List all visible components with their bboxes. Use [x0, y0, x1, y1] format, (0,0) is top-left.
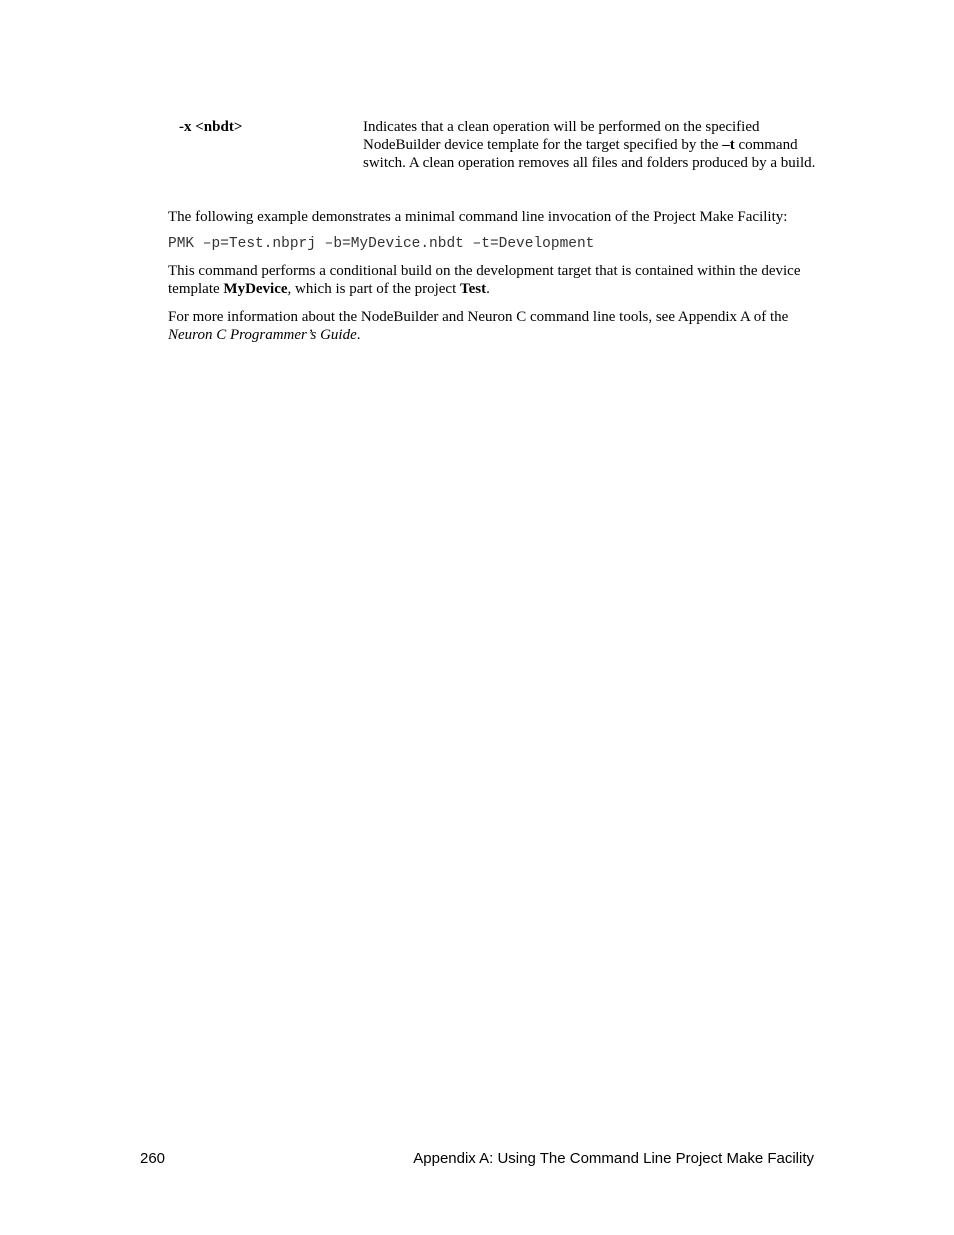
switch-name: –t — [722, 137, 735, 153]
device-template-name: MyDevice — [223, 281, 288, 297]
example-intro-paragraph: The following example demonstrates a minimal command line invocation of the Project Make Facility: — [168, 209, 788, 225]
guide-title: Neuron C Programmer’s Guide — [168, 327, 357, 343]
explanation-text: This command performs a conditional build on the development target that is contained within the device template — [168, 263, 801, 297]
example-explanation-paragraph — [168, 262, 818, 298]
option-term: -x <nbdt> — [179, 119, 243, 135]
more-info-text-end: . — [356, 327, 361, 343]
explanation-text-cont: , which is part of the project — [287, 281, 460, 297]
footer-title: Appendix A: Using The Command Line Project Make Facility — [413, 1150, 814, 1167]
option-definition-row — [179, 118, 819, 198]
option-description — [363, 118, 819, 172]
more-info-text: For more information about the NodeBuilder and Neuron C command line tools, see Appendix A of the — [168, 309, 789, 325]
option-description-text-cont: command switch. A clean operation removes all files and folders produced by a build. — [363, 137, 816, 171]
explanation-text-end: . — [486, 281, 490, 297]
page-number: 260 — [140, 1150, 166, 1167]
more-info-paragraph — [168, 308, 818, 344]
project-name: Test — [460, 281, 487, 297]
option-description-text: Indicates that a clean operation will be performed on the specified NodeBuilder device template for the target specified by the — [363, 119, 760, 153]
code-example: PMK –p=Test.nbprj –b=MyDevice.nbdt –t=Development — [168, 236, 595, 252]
